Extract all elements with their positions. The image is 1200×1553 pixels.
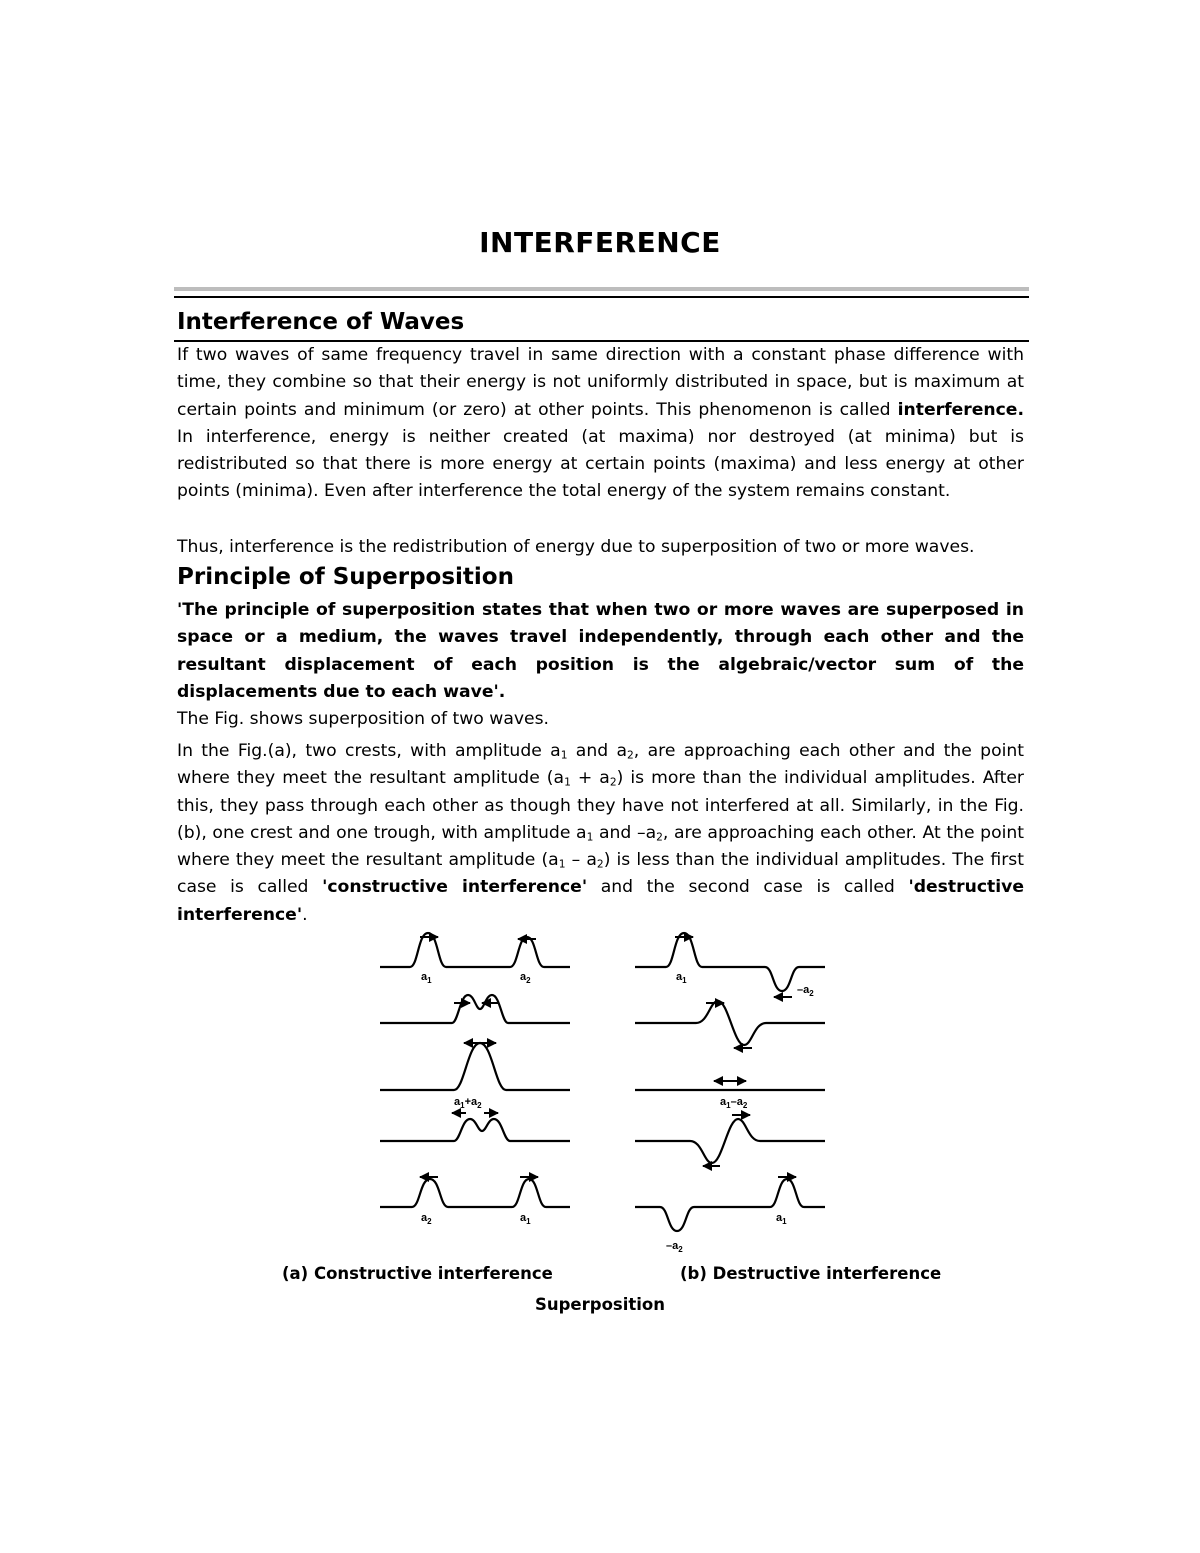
wave-b-row4 — [635, 1119, 825, 1163]
label-sum: $a_1+a_2$ — [454, 1096, 482, 1110]
label-a1-r1: $a_1$ — [421, 971, 432, 985]
paragraph-redistribution: Thus, interference is the redistribution of energy due to superposition of two or more waves. — [177, 537, 975, 557]
label-a2-r1: $a_2$ — [520, 971, 531, 985]
label-a1-r5: $a_1$ — [520, 1212, 531, 1226]
wave-b-row1 — [635, 933, 825, 991]
paragraph-figure-explanation: In the Fig.(a), two crests, with amplitude $a_1$ and $a_2$, are approaching each other and the point where they meet the resultant amplitude $(a_1 + a_2)$ is more than the individual amplitudes. After this, they pass through each other as though they have not interfered at all. Similarly, in the Fig. (b), one crest and one trough, with amplitude $a_1$ and $-a_2$, are approaching each other. At the point where they meet the resultant amplitude $(a_1 - a_2)$ is less than the individual amplitudes. The first case is called 'constructive interference' and the second case is called 'destructive interference'. — [177, 741, 1025, 925]
wave-b-row5 — [635, 1179, 825, 1231]
label-diff: $a_1-a_2$ — [720, 1096, 748, 1110]
paragraph-superposition-statement: 'The principle of superposition states that when two or more waves are superposed in space or a medium, the waves travel independently, through each other and the resultant displacement of each position is the algebraic/vector sum of the displacements due to each wave'. — [177, 600, 1024, 702]
label-b-a1-r1: $a_1$ — [676, 971, 687, 985]
caption-constructive: (a) Constructive interference — [282, 1264, 553, 1283]
header-rule — [174, 296, 1029, 298]
label-a2-r5: $a_2$ — [421, 1212, 432, 1226]
section-heading-interference-of-waves: Interference of Waves — [177, 309, 465, 335]
figure-title: Superposition — [534, 1295, 666, 1314]
label-b-nega2-r5: $-a_2$ — [666, 1240, 683, 1254]
superposition-figure — [360, 925, 840, 1265]
header-rule-grey — [174, 287, 1029, 291]
caption-destructive: (b) Destructive interference — [680, 1264, 942, 1283]
paragraph-figure-intro: The Fig. shows superposition of two waves. — [177, 709, 550, 729]
wave-a-row4 — [380, 1119, 570, 1141]
wave-a-row1 — [380, 933, 570, 967]
label-b-a1-r5: $a_1$ — [776, 1212, 787, 1226]
section-heading-principle-of-superposition: Principle of Superposition — [177, 564, 514, 590]
wave-b-row2 — [635, 1001, 825, 1045]
wave-a-row2 — [380, 995, 570, 1023]
label-b-nega2-r1: $-a_2$ — [797, 984, 814, 998]
paragraph-interference-definition: If two waves of same frequency travel in same direction with a constant phase difference with time, they combine so that their energy is not uniformly distributed in space, but is maximum at certain points and minimum (or zero) at other points. This phenomenon is called interference. In interference, energy is neither created (at maxima) nor destroyed (at minima) but is redistributed so that there is more energy at certain points (maxima) and less energy at other points (minima). Even after interference the total energy of the system remains constant. — [177, 345, 1024, 502]
wave-a-row3 — [380, 1043, 570, 1090]
page-title: INTERFERENCE — [479, 226, 721, 259]
wave-a-row5 — [380, 1179, 570, 1207]
